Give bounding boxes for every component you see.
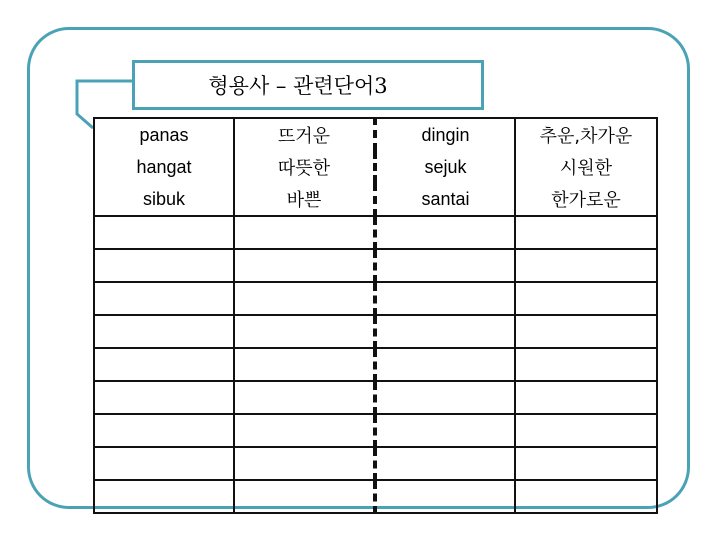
empty-cell <box>94 447 234 480</box>
empty-cell <box>94 414 234 447</box>
empty-cell <box>375 315 515 348</box>
indonesian-word: santai <box>375 183 515 216</box>
korean-meaning: 바쁜 <box>234 183 375 216</box>
table-row <box>94 183 657 216</box>
empty-cell <box>94 348 234 381</box>
empty-cell <box>515 348 657 381</box>
empty-cell <box>515 447 657 480</box>
empty-cell <box>375 216 515 249</box>
empty-cell <box>234 348 375 381</box>
empty-cell <box>375 348 515 381</box>
empty-row <box>94 348 657 381</box>
indonesian-word: panas <box>94 118 234 151</box>
empty-row <box>94 315 657 348</box>
empty-cell <box>515 315 657 348</box>
empty-cell <box>515 249 657 282</box>
table-row <box>94 151 657 183</box>
empty-cell <box>94 249 234 282</box>
empty-cell <box>375 447 515 480</box>
empty-cell <box>94 282 234 315</box>
empty-cell <box>234 282 375 315</box>
empty-cell <box>94 480 234 513</box>
indonesian-word: sibuk <box>94 183 234 216</box>
empty-row <box>94 282 657 315</box>
empty-cell <box>515 282 657 315</box>
indonesian-word: hangat <box>94 151 234 183</box>
empty-row <box>94 381 657 414</box>
empty-row <box>94 480 657 513</box>
empty-cell <box>375 249 515 282</box>
empty-cell <box>515 381 657 414</box>
empty-cell <box>94 216 234 249</box>
empty-cell <box>94 381 234 414</box>
empty-cell <box>234 249 375 282</box>
empty-cell <box>515 414 657 447</box>
empty-row <box>94 447 657 480</box>
empty-cell <box>375 381 515 414</box>
empty-cell <box>234 315 375 348</box>
empty-cell <box>234 447 375 480</box>
empty-cell <box>375 414 515 447</box>
table-row <box>94 118 657 151</box>
empty-cell <box>234 414 375 447</box>
korean-meaning: 시원한 <box>515 151 657 183</box>
vocab-table <box>93 117 658 514</box>
korean-meaning: 따뜻한 <box>234 151 375 183</box>
empty-row <box>94 216 657 249</box>
empty-cell <box>375 480 515 513</box>
empty-row <box>94 249 657 282</box>
indonesian-word: sejuk <box>375 151 515 183</box>
korean-meaning: 추운,차가운 <box>515 118 657 151</box>
empty-cell <box>234 480 375 513</box>
empty-row <box>94 414 657 447</box>
korean-meaning: 한가로운 <box>515 183 657 216</box>
empty-cell <box>234 381 375 414</box>
empty-cell <box>375 282 515 315</box>
empty-cell <box>515 480 657 513</box>
title-box <box>132 60 484 110</box>
korean-meaning: 뜨거운 <box>234 118 375 151</box>
indonesian-word: dingin <box>375 118 515 151</box>
empty-cell <box>94 315 234 348</box>
page-title: 형용사 – 관련단어3 <box>208 74 388 98</box>
empty-cell <box>234 216 375 249</box>
empty-cell <box>515 216 657 249</box>
